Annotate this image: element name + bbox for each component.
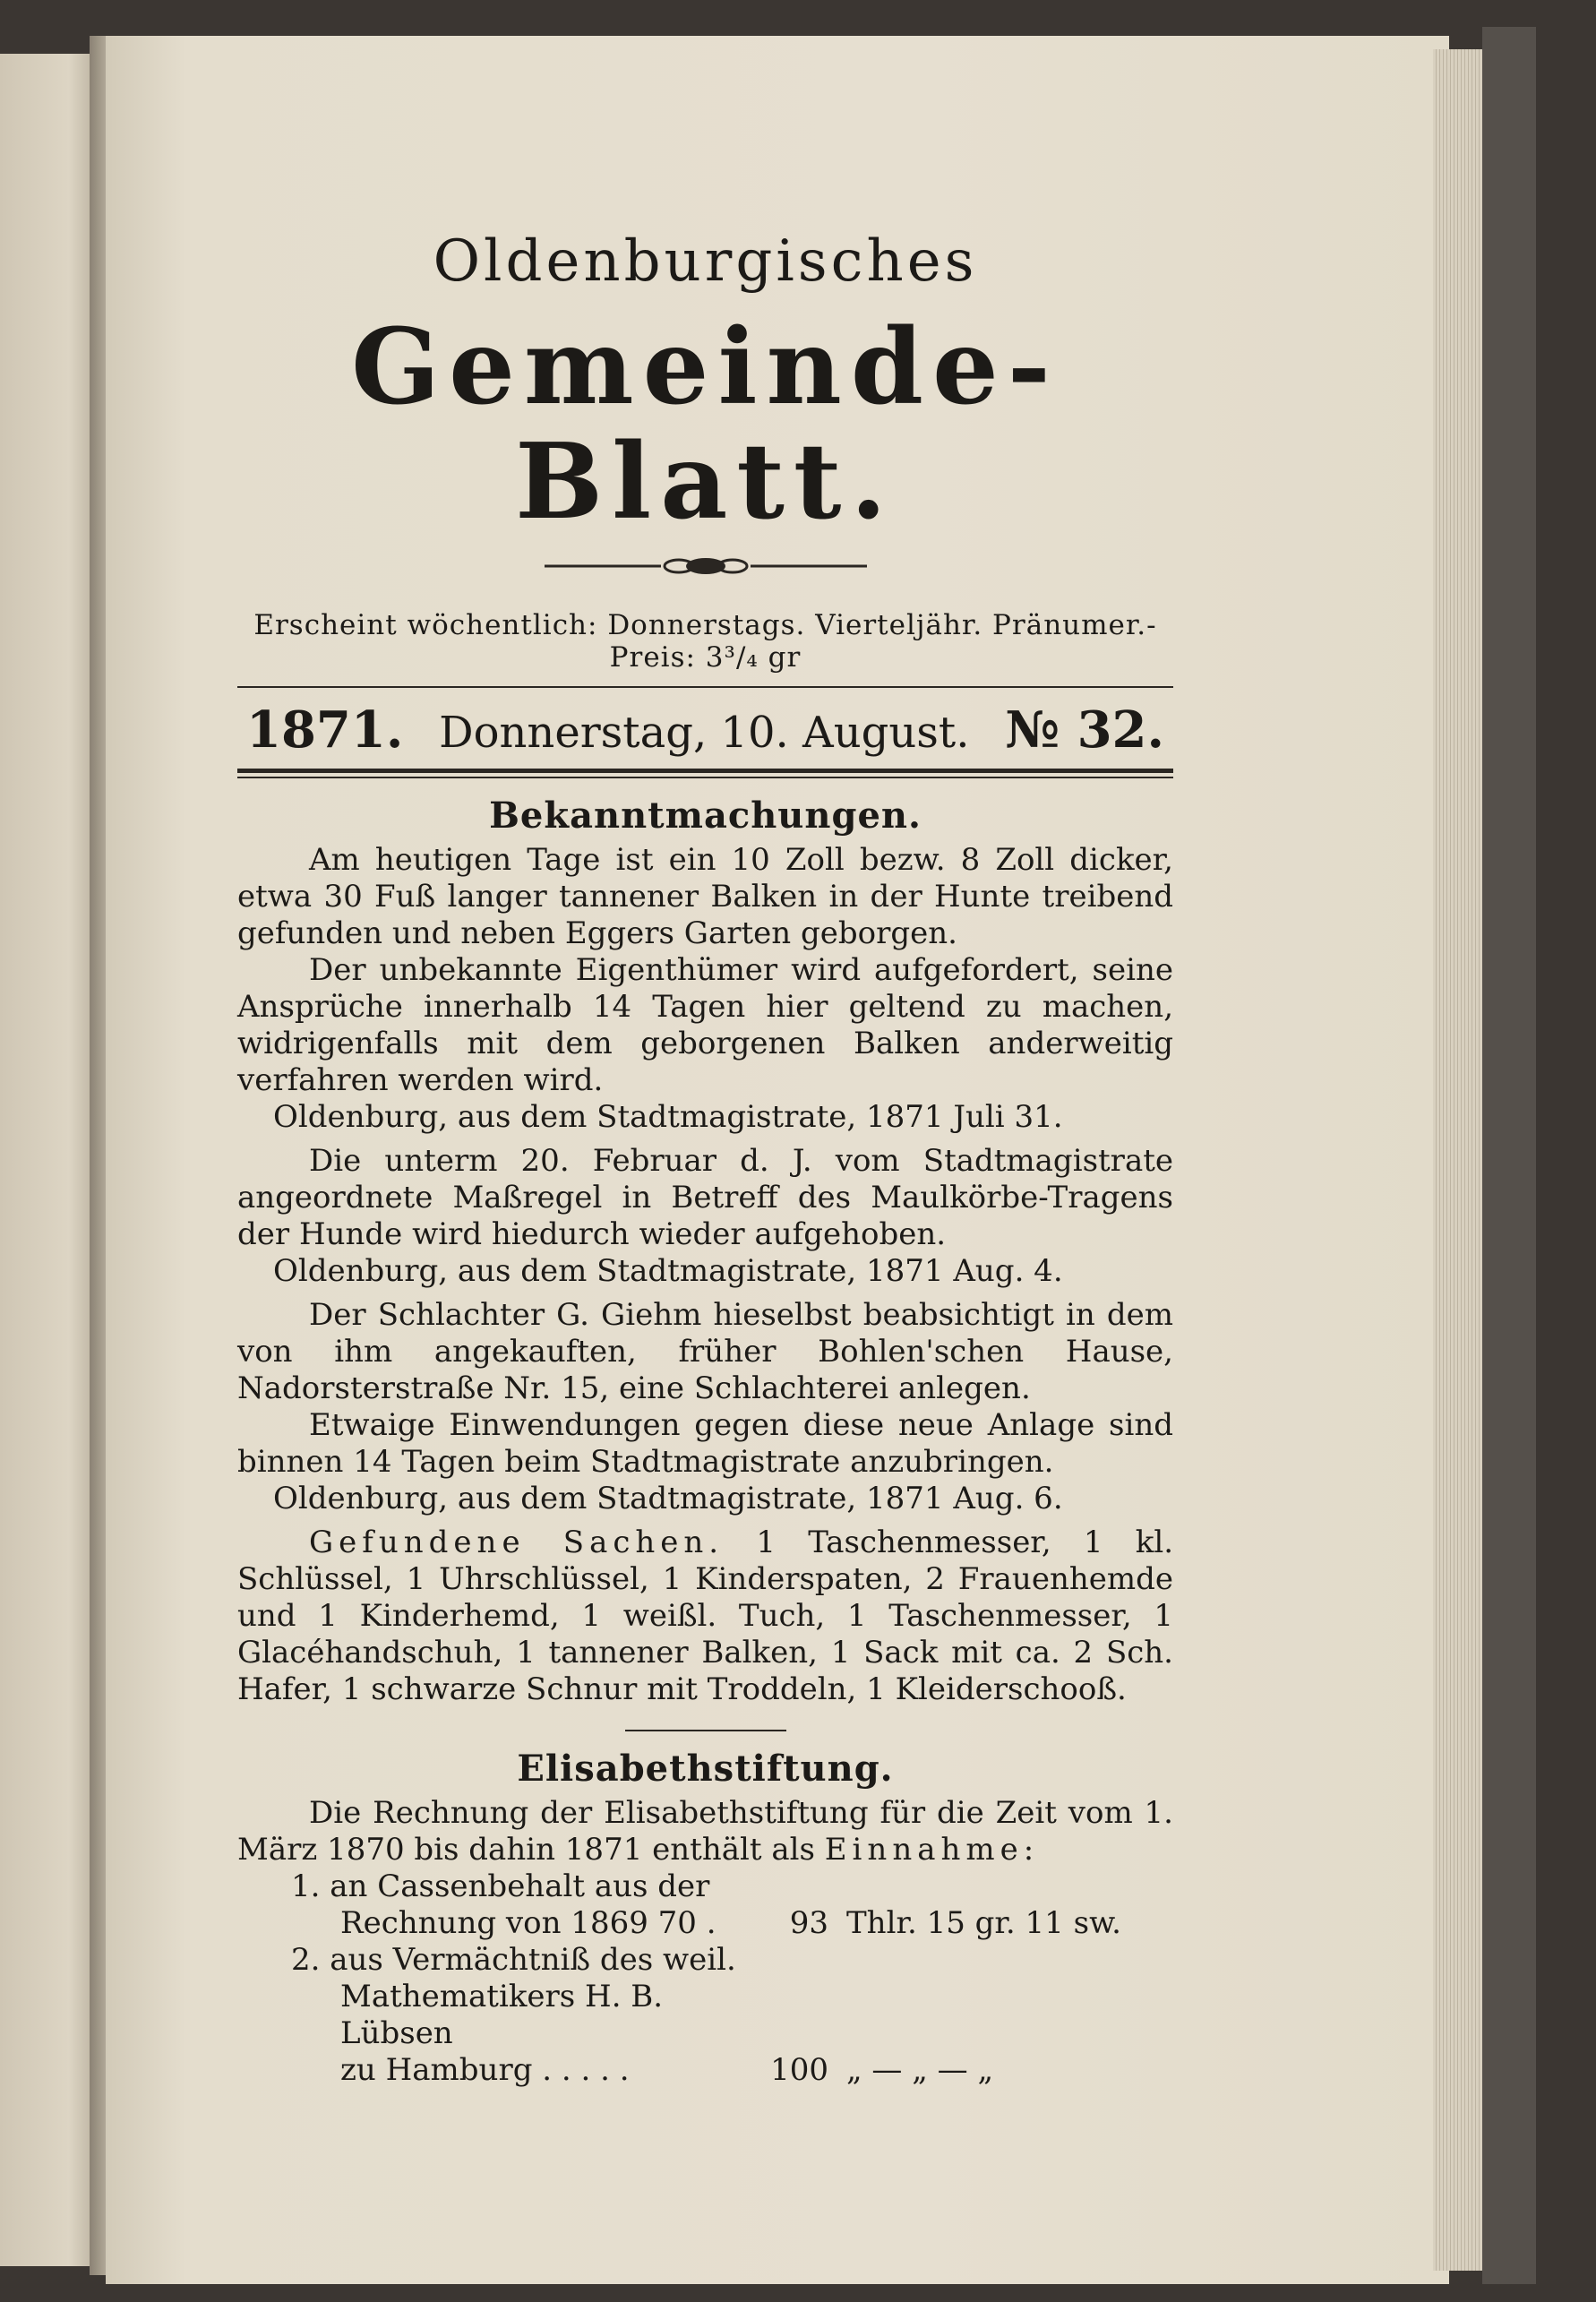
issue-date: Donnerstag, 10. August. bbox=[439, 708, 970, 759]
left-page-edge bbox=[0, 54, 99, 2266]
section-title-elisabethstiftung: Elisabethstiftung. bbox=[517, 1748, 894, 1791]
rule bbox=[237, 686, 1173, 688]
ledger-units: Thlr. 15 gr. 11 sw. bbox=[846, 1905, 1121, 1942]
notice-paragraph: Am heutigen Tage ist ein 10 Zoll bezw. 8 Zoll dicker, etwa 30 Fuß langer tannener Balken in der Hunte treibend gefunden und neben Eggers Garten geborgen. bbox=[237, 842, 1173, 952]
page-stack-edge bbox=[1433, 49, 1487, 2271]
section-title-bekanntmachungen: Bekanntmachungen. bbox=[489, 795, 922, 837]
masthead-small-title: Oldenburgisches bbox=[433, 228, 978, 295]
masthead-title: Gemeinde-Blatt. bbox=[351, 306, 1060, 543]
notice-paragraph: Der unbekannte Eigenthümer wird aufgefordert, seine Ansprüche innerhalb 14 Tagen hier geltend zu machen, widrigenfalls mit dem geborgenen Balken anderweitig verfahren werden wird. bbox=[237, 952, 1173, 1099]
ledger-row bbox=[237, 1979, 1173, 2052]
ledger-label: Rechnung von 1869 70 . bbox=[340, 1905, 716, 1942]
notice-paragraph: Der Schlachter G. Giehm hieselbst beabsichtigt in dem von ihm angekauften, früher Bohlen'schen Hause, Nadorsterstraße Nr. 15, eine Schlachterei anlegen. bbox=[237, 1297, 1173, 1407]
ledger bbox=[237, 1868, 1173, 2089]
issue-year: 1871. bbox=[246, 700, 404, 760]
ledger-label: 1. an Cassenbehalt aus der bbox=[291, 1868, 710, 1905]
ledger-row bbox=[237, 1942, 1173, 1979]
notice-signature: Oldenburg, aus dem Stadtmagistrate, 1871 Aug. 4. bbox=[273, 1253, 1063, 1290]
ledger-label: zu Hamburg . . . . . bbox=[340, 2052, 630, 2089]
found-items-text: 1 Taschenmesser, 1 kl. Schlüssel, 1 Uhrschlüssel, 1 Kinderspaten, 2 Frauenhemde und 1 Kinderhemd, 1 weißl. Tuch, 1 Taschenmesser, 1 Glacéhandschuh, 1 tannener Balken, 1 Sack mit ca. 2 Sch. Hafer, 1 schwarze Schnur mit Troddeln, 1 Kleiderschooß. bbox=[237, 1525, 1174, 1708]
issue-line bbox=[237, 700, 1173, 760]
notice-signature: Oldenburg, aus dem Stadtmagistrate, 1871 Juli 31. bbox=[273, 1099, 1063, 1136]
double-rule bbox=[237, 769, 1173, 778]
notice-paragraph: Etwaige Einwendungen gegen diese neue Anlage sind binnen 14 Tagen beim Stadtmagistrate anzubringen. bbox=[237, 1407, 1173, 1481]
ledger-row bbox=[237, 1868, 1173, 1905]
notice-signature: Oldenburg, aus dem Stadtmagistrate, 1871 Aug. 6. bbox=[273, 1481, 1063, 1517]
found-items-lead: Gefundene Sachen. bbox=[309, 1525, 725, 1561]
ledger-amount: 100 bbox=[770, 2052, 828, 2089]
notice-paragraph: Die unterm 20. Februar d. J. vom Stadtmagistrate angeordnete Maßregel in Betreff des Maulkörbe-Tragens der Hunde wird hiedurch wieder aufgehoben. bbox=[237, 1143, 1173, 1253]
found-items-paragraph bbox=[237, 1525, 1173, 1708]
newspaper-content bbox=[237, 228, 1173, 2089]
ledger-label: 2. aus Vermächtniß des weil. bbox=[291, 1942, 736, 1979]
ledger-row bbox=[237, 2052, 1173, 2089]
section-divider bbox=[625, 1730, 786, 1731]
elisabeth-einnahme: Einnahme: bbox=[824, 1832, 1040, 1868]
issue-number: № 32. bbox=[1005, 700, 1164, 760]
publication-info: Erscheint wöchentlich: Donnerstags. Vierteljähr. Pränumer.-Preis: 3³/₄ gr bbox=[253, 609, 1157, 674]
elisabeth-intro bbox=[237, 1795, 1173, 1868]
elisabeth-intro-text: Die Rechnung der Elisabethstiftung für die Zeit vom 1. März 1870 bis dahin 1871 enthält als bbox=[237, 1795, 1173, 1868]
cover-edge bbox=[1482, 27, 1536, 2284]
masthead-ornament bbox=[237, 555, 1173, 577]
ledger-amount: 93 bbox=[789, 1905, 828, 1942]
ledger-label: Mathematikers H. B. Lübsen bbox=[340, 1979, 664, 2052]
ledger-units: „ — „ — „ bbox=[846, 2052, 994, 2089]
ledger-row bbox=[237, 1905, 1173, 1942]
